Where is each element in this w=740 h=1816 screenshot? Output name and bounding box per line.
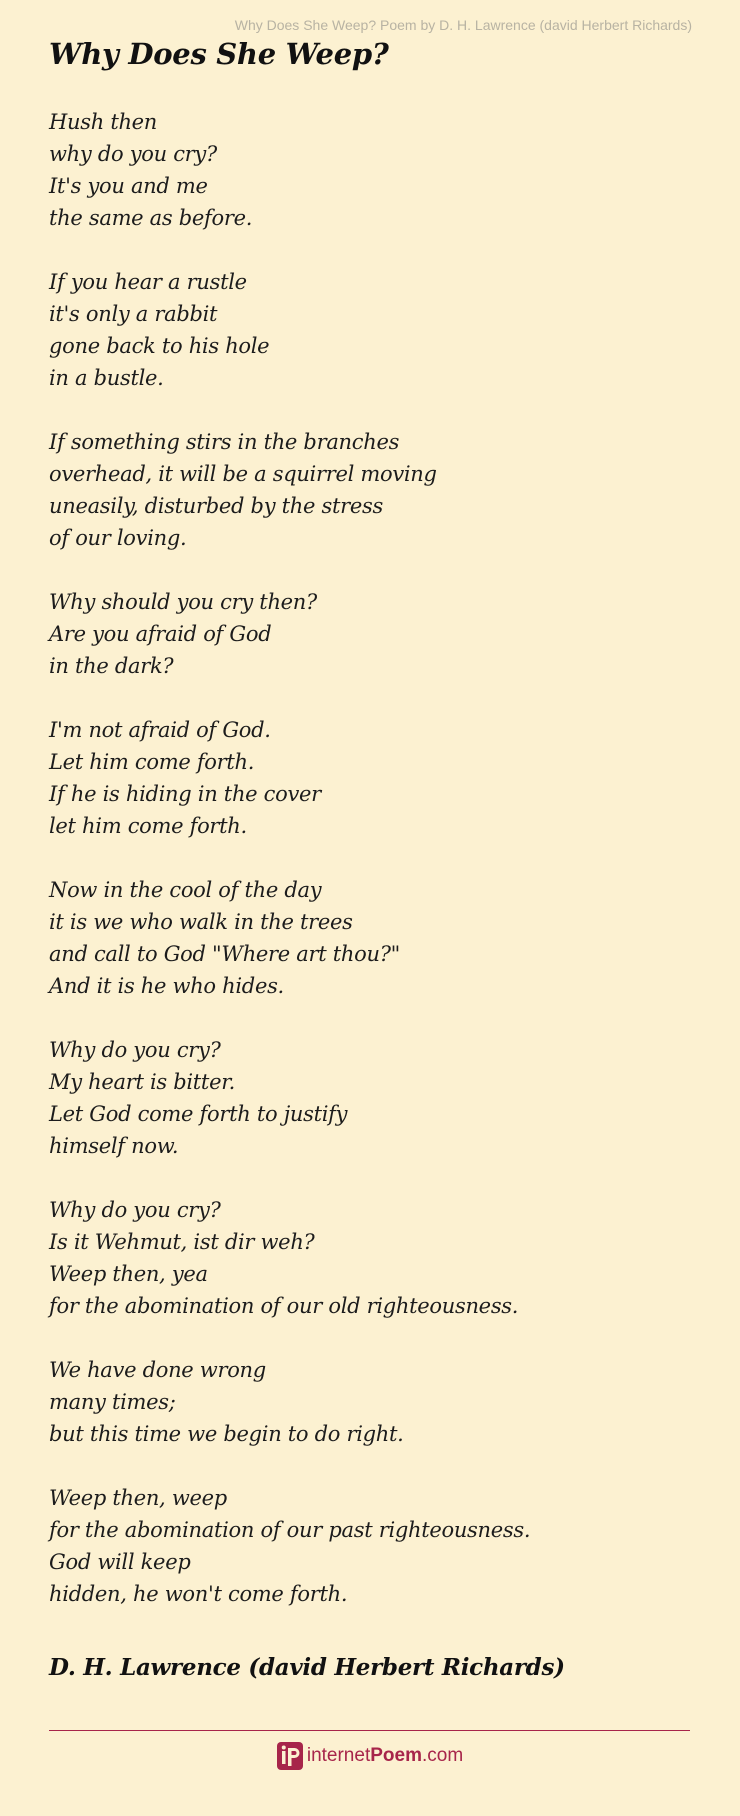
poem-author: D. H. Lawrence (david Herbert Richards) <box>49 1654 565 1681</box>
poem-line: let him come forth. <box>49 814 247 838</box>
poem-line: Weep then, yea <box>49 1262 208 1286</box>
stanza <box>49 714 689 842</box>
poem-line: God will keep <box>49 1550 191 1574</box>
poem-line: And it is he who hides. <box>49 974 284 998</box>
stanza <box>49 1482 689 1610</box>
poem-line: Let God come forth to justify <box>49 1102 348 1126</box>
poem-line: of our loving. <box>49 526 187 550</box>
poem-line: Is it Wehmut, ist dir weh? <box>49 1230 315 1254</box>
brand-name <box>307 1745 463 1767</box>
poem-line: My heart is bitter. <box>49 1070 236 1094</box>
poem-line: in the dark? <box>49 654 174 678</box>
poem-line: it's only a rabbit <box>49 302 218 326</box>
poem-line: and call to God "Where art thou?" <box>49 942 401 966</box>
poem-line: Let him come forth. <box>49 750 255 774</box>
brand-suffix: .com <box>421 1745 464 1766</box>
stanza <box>49 426 689 554</box>
poem-line: many times; <box>49 1390 176 1414</box>
poem-line: Why should you cry then? <box>49 590 317 614</box>
poem-line: If he is hiding in the cover <box>49 782 321 806</box>
poem-line: If you hear a rustle <box>49 270 247 294</box>
poem-line: We have done wrong <box>49 1358 266 1382</box>
poem-line: I'm not afraid of God. <box>49 718 271 742</box>
poem-line: for the abomination of our old righteousness. <box>49 1294 519 1318</box>
site-brand-link[interactable] <box>0 1740 740 1772</box>
footer-divider <box>49 1730 690 1731</box>
poem-line: in a bustle. <box>49 366 164 390</box>
poem-line: why do you cry? <box>49 142 217 166</box>
stanza <box>49 106 689 234</box>
stanza <box>49 1194 689 1322</box>
ip-logo-icon <box>277 1742 303 1770</box>
poem-body <box>49 106 689 1642</box>
poem-line: but this time we begin to do right. <box>49 1422 404 1446</box>
stanza <box>49 1034 689 1162</box>
poem-line: for the abomination of our past righteousness. <box>49 1518 531 1542</box>
stanza <box>49 1354 689 1450</box>
poem-line: If something stirs in the branches <box>49 430 400 454</box>
poem-line: Are you afraid of God <box>49 622 272 646</box>
brand-prefix: internet <box>306 1745 371 1766</box>
stanza <box>49 586 689 682</box>
poem-line: himself now. <box>49 1134 179 1158</box>
poem-line: it is we who walk in the trees <box>49 910 353 934</box>
poem-line: the same as before. <box>49 206 253 230</box>
brand-bold: Poem <box>370 1745 422 1766</box>
poem-line: gone back to his hole <box>49 334 270 358</box>
poem-line: Weep then, weep <box>49 1486 227 1510</box>
poem-line: uneasily, disturbed by the stress <box>49 494 383 518</box>
stanza <box>49 874 689 1002</box>
poem-line: Why do you cry? <box>49 1198 221 1222</box>
poem-title: Why Does She Weep? <box>49 37 389 71</box>
source-caption: Why Does She Weep? Poem by D. H. Lawrence (david Herbert Richards) <box>234 17 692 33</box>
poem-line: Hush then <box>49 110 158 134</box>
poem-line: overhead, it will be a squirrel moving <box>49 462 437 486</box>
stanza <box>49 266 689 394</box>
poem-line: hidden, he won't come forth. <box>49 1582 348 1606</box>
poem-line: Why do you cry? <box>49 1038 221 1062</box>
poem-line: Now in the cool of the day <box>49 878 322 902</box>
poem-line: It's you and me <box>49 174 208 198</box>
